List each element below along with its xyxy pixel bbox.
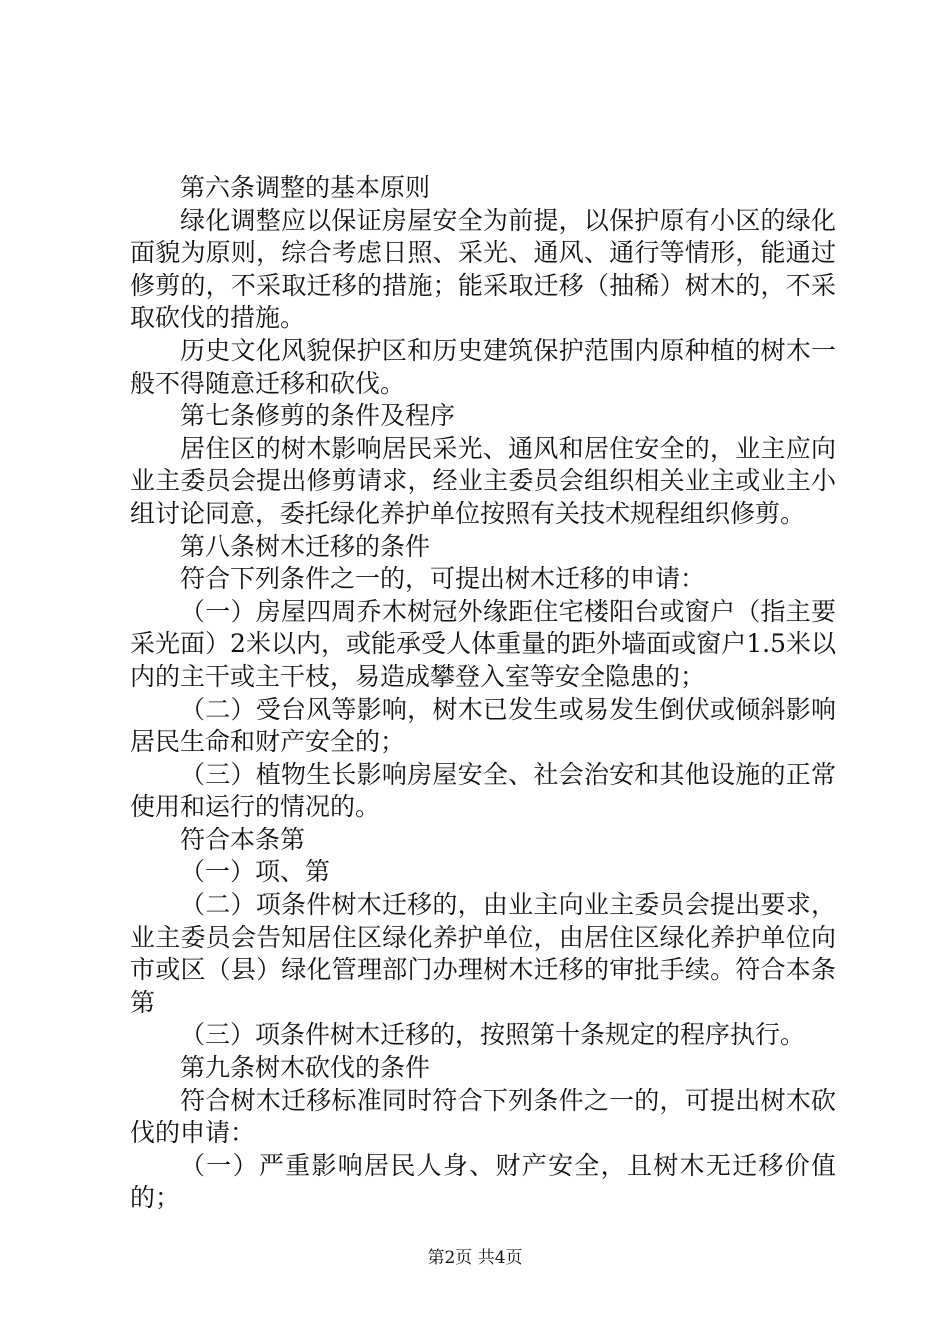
paragraph: （一）项、第 <box>180 857 331 887</box>
article-9-heading: 第九条树木砍伐的条件 <box>180 1053 431 1083</box>
paragraph: 居住区的树木影响居民采光、通风和居住安全的，业主应向业主委员会提出修剪请求，经业主委员会组织相关业主或业主小组讨论同意，委托绿化养护单位按照有关技术规程组织修剪。 <box>130 433 836 528</box>
body-text <box>130 172 836 1215</box>
article-8-heading: 第八条树木迁移的条件 <box>180 531 431 561</box>
page-footer: 第2页 共4页 <box>427 1248 523 1268</box>
paragraph: （三）项条件树木迁移的，按照第十条规定的程序执行。 <box>180 1020 806 1050</box>
paragraph: 符合本条第 <box>180 824 306 854</box>
list-item: （二）受台风等影响，树木已发生或易发生倒伏或倾斜影响居民生命和财产安全的； <box>130 694 836 757</box>
paragraph: （二）项条件树木迁移的，由业主向业主委员会提出要求，业主委员会告知居住区绿化养护单位，由居住区绿化养护单位向市或区（县）绿化管理部门办理树木迁移的审批手续。符合本条第 <box>130 890 836 1017</box>
paragraph: 符合下列条件之一的，可提出树木迁移的申请： <box>180 564 706 594</box>
paragraph: 历史文化风貌保护区和历史建筑保护范围内原种植的树木一般不得随意迁移和砍伐。 <box>130 335 836 398</box>
paragraph: 绿化调整应以保证房屋安全为前提，以保护原有小区的绿化面貌为原则，综合考虑日照、采光、通风、通行等情形，能通过修剪的，不采取迁移的措施；能采取迁移（抽稀）树木的，不采取砍伐的措施。 <box>130 205 836 333</box>
article-7-heading: 第七条修剪的条件及程序 <box>180 401 456 431</box>
article-6-heading: 第六条调整的基本原则 <box>180 173 431 202</box>
paragraph: 符合树木迁移标准同时符合下列条件之一的，可提出树木砍伐的申请： <box>130 1085 836 1148</box>
list-item: （三）植物生长影响房屋安全、社会治安和其他设施的正常使用和运行的情况的。 <box>130 759 836 822</box>
list-item: （一）严重影响居民人身、财产安全，且树木无迁移价值的； <box>130 1150 836 1213</box>
list-item: （一）房屋四周乔木树冠外缘距住宅楼阳台或窗户（指主要采光面）2米以内，或能承受人体重量的距外墙面或窗户1.5米以内的主干或主干枝，易造成攀登入室等安全隐患的； <box>130 596 836 691</box>
